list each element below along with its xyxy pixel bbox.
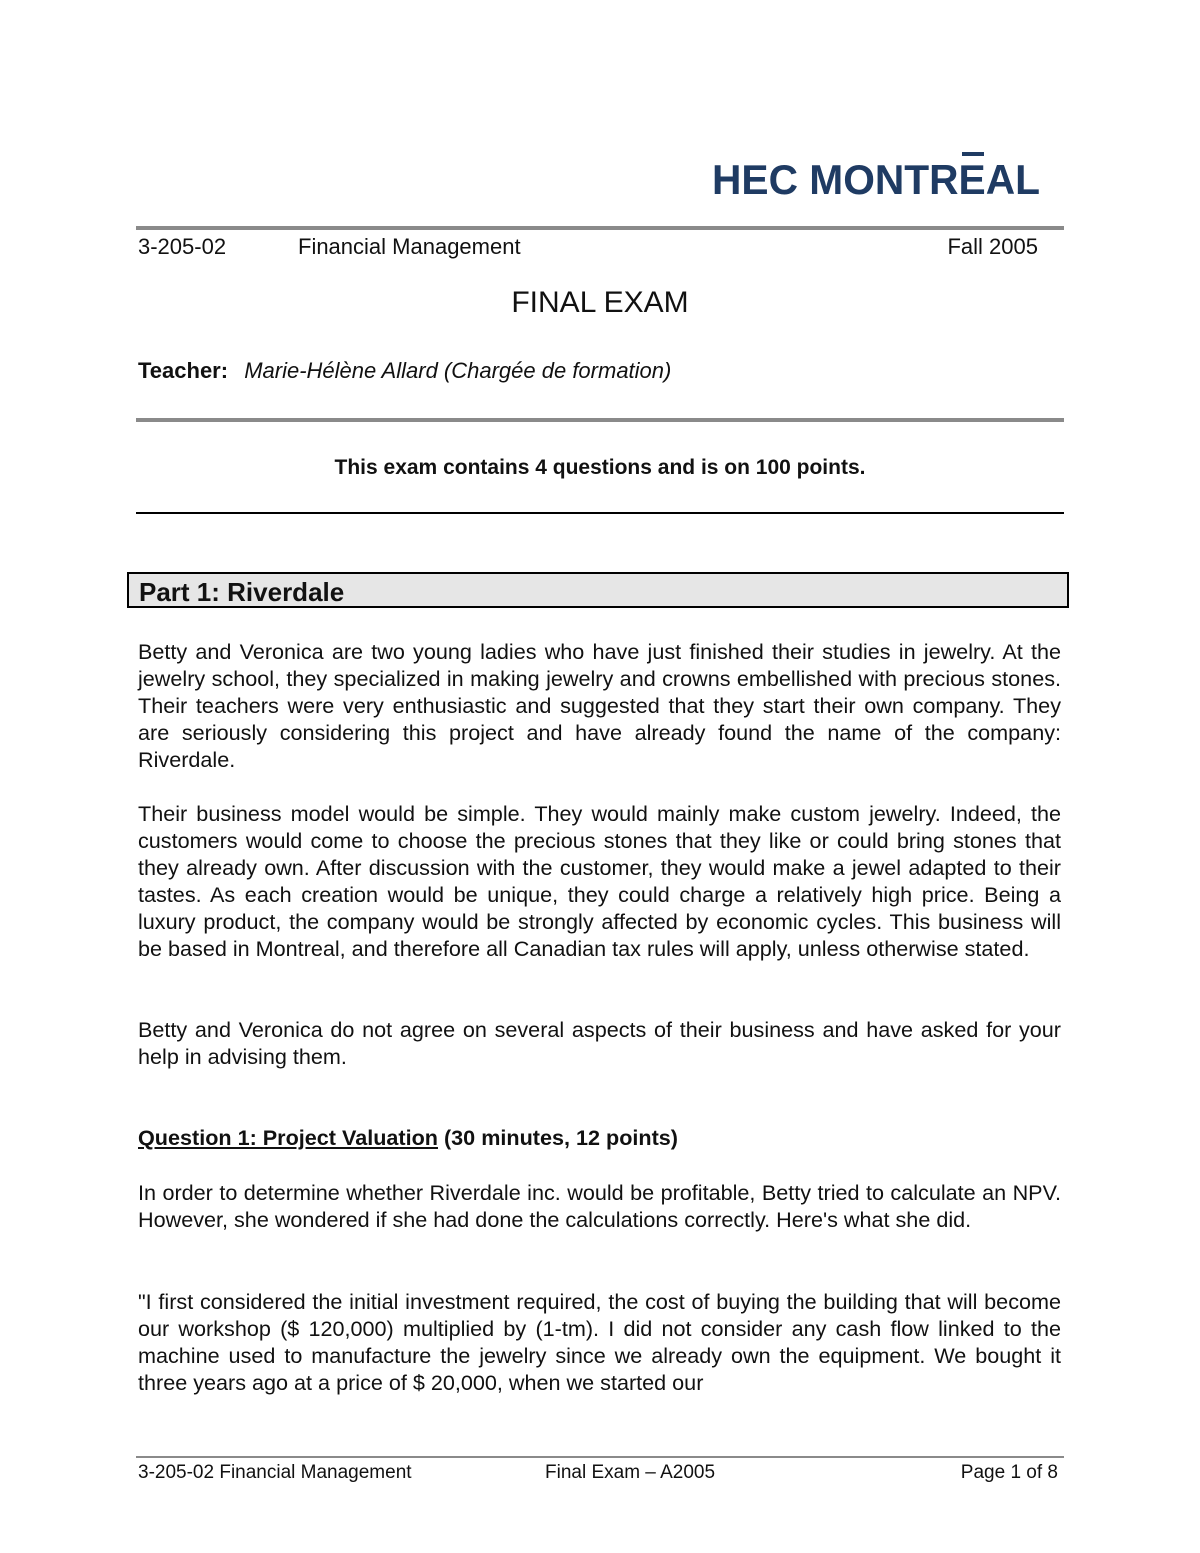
intro-paragraph: Betty and Veronica are two young ladies who have just finished their studies in jewelry. At the jewelry school, they specialized in making jewelry and crowns embellished with precious stones. Their teachers were very enthusiastic and suggested that they start their own company. They are seriously considering this project and have already found the name of the company: Riverdale. xyxy=(138,639,1061,772)
notice-rule xyxy=(136,512,1064,514)
footer-course: 3-205-02 Financial Management xyxy=(138,1462,412,1483)
part-heading: Part 1: Riverdale xyxy=(139,577,345,607)
teacher-rule xyxy=(136,418,1064,422)
teacher-label: Teacher: xyxy=(138,358,229,383)
question-title: Question 1: Project Valuation xyxy=(138,1125,438,1150)
footer-page-number: Page 1 of 8 xyxy=(960,1462,1058,1483)
business-model-paragraph: Their business model would be simple. They would mainly make custom jewelry. Indeed, the customers would come to choose the precious stones that they like or could bring stones that they already own. After discussion with the customer, they would make a jewel adapted to their tastes. As each creation would be unique, they could charge a relatively high price. Being a luxury product, the company would be strongly affected by economic cycles. This business will be based in Montreal, and therefore all Canadian tax rules will apply, unless otherwise stated. xyxy=(138,801,1061,961)
question-details: (30 minutes, 12 points) xyxy=(437,1125,678,1150)
hec-montreal-logo xyxy=(712,150,1042,202)
teacher-line xyxy=(138,358,671,384)
exam-title: FINAL EXAM xyxy=(511,286,689,319)
part-heading-box xyxy=(127,572,1069,608)
exam-notice: This exam contains 4 questions and is on 100 points. xyxy=(334,456,866,479)
footer-exam: Final Exam – A2005 xyxy=(545,1462,716,1483)
svg-text:HEC MONTREAL: HEC MONTREAL xyxy=(712,156,1040,202)
advice-paragraph: Betty and Veronica do not agree on several aspects of their business and have asked for your help in advising them. xyxy=(138,1017,1061,1069)
footer-rule xyxy=(136,1456,1064,1458)
course-code: 3-205-02 xyxy=(138,234,227,259)
question-paragraph: In order to determine whether Riverdale inc. would be profitable, Betty tried to calculate an NPV. However, she wondered if she had done the calculations correctly. Here's what she did. xyxy=(138,1180,1061,1232)
header-top-rule xyxy=(136,226,1064,230)
course-name: Financial Management xyxy=(298,234,521,259)
question-heading xyxy=(138,1125,678,1151)
term: Fall 2005 xyxy=(947,234,1038,259)
teacher-name: Marie-Hélène Allard (Chargée de formation) xyxy=(244,358,672,383)
quote-paragraph: "I first considered the initial investment required, the cost of buying the building that will become our workshop ($ 120,000) multiplied by (1-tm). I did not consider any cash flow linked to the machine used to manufacture the jewelry since we already own the equipment. We bought it three years ago at a price of $ 20,000, when we started our xyxy=(138,1289,1061,1395)
